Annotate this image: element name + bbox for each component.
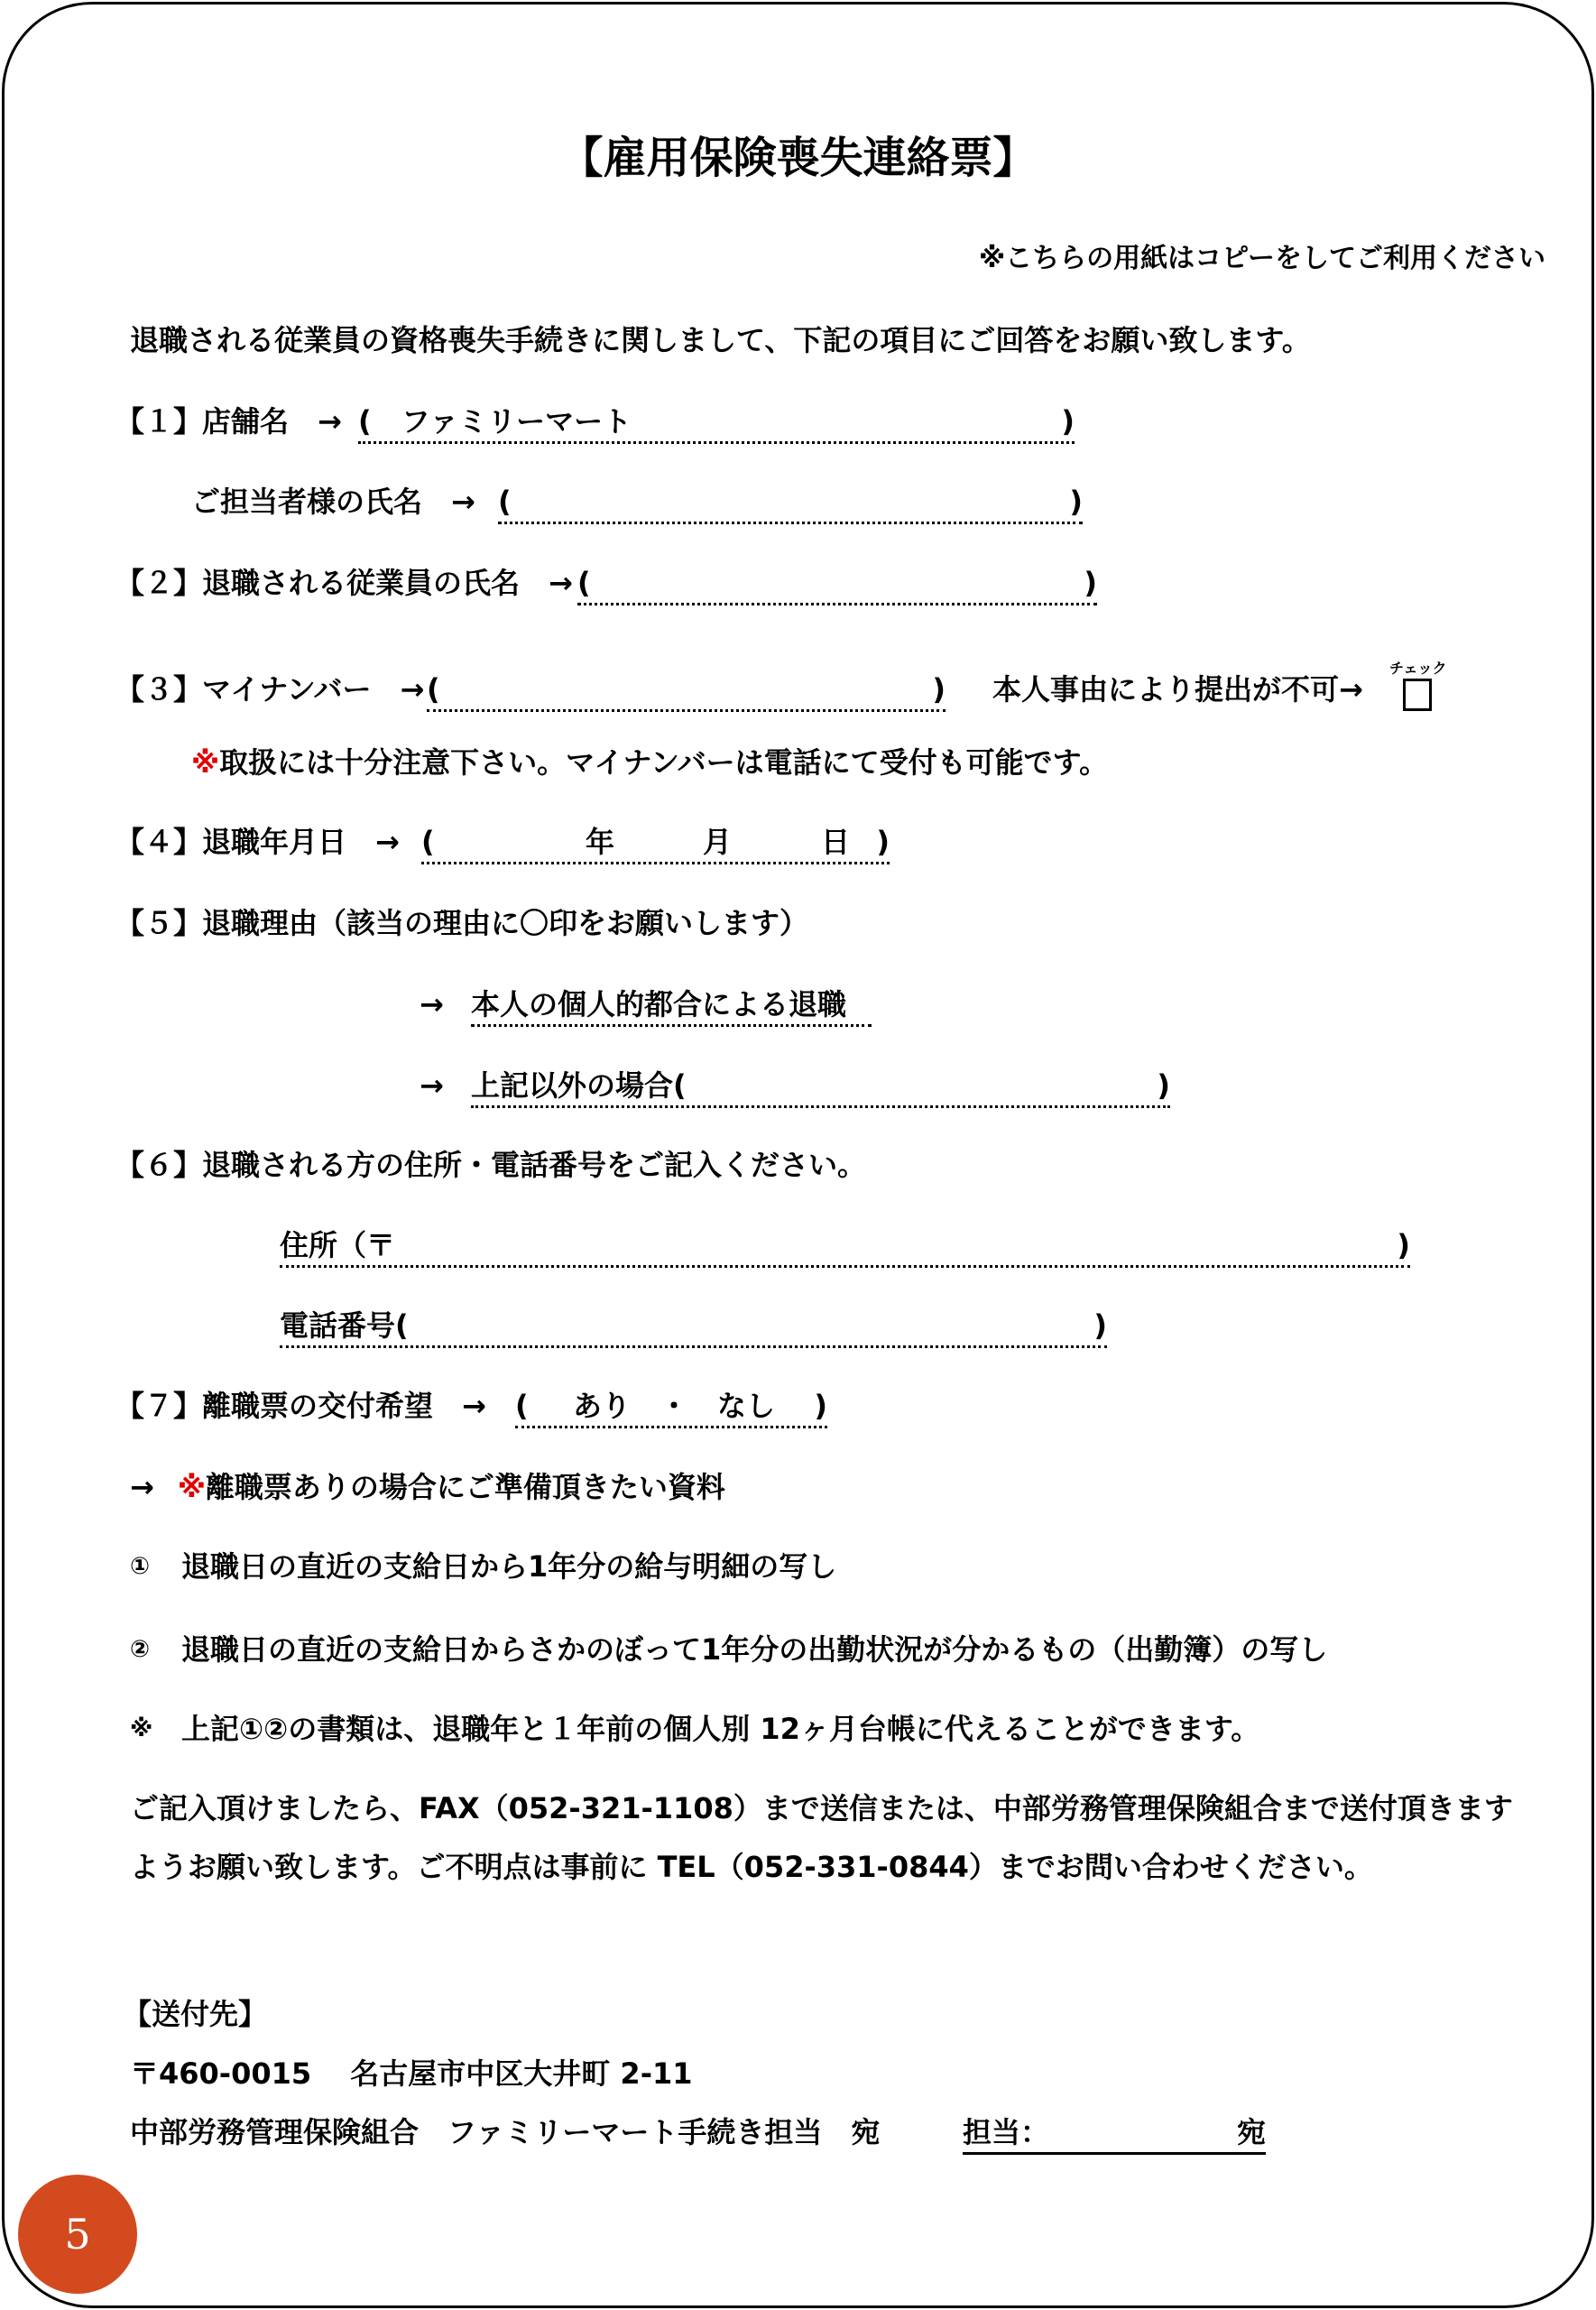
send-address: 〒460-0015 名古屋市中区大井町 2-11 — [130, 2056, 693, 2091]
my-number-field[interactable] — [427, 668, 946, 712]
page-number-badge: 5 — [18, 2175, 137, 2294]
list-bullet: ① — [130, 1553, 151, 1580]
separation-notice-choice[interactable] — [515, 1384, 827, 1428]
option-yes[interactable]: あり — [573, 1389, 632, 1423]
paren-open: ( — [421, 825, 435, 859]
store-name-field[interactable] — [358, 400, 1075, 444]
option-no[interactable]: なし — [717, 1389, 776, 1423]
arrow: → — [420, 987, 444, 1021]
paren-close: ) — [1069, 485, 1083, 519]
address-field[interactable] — [280, 1224, 1410, 1268]
list-item: 退職日の直近の支給日から1年分の給与明細の写し — [181, 1549, 837, 1584]
q7-label: 【７】離職票の交付希望 → — [115, 1389, 486, 1423]
paren-close: ) — [1084, 566, 1097, 600]
q5-label: 【５】退職理由（該当の理由に〇印をお願いします） — [115, 906, 809, 940]
paren-open: ( — [427, 672, 440, 707]
list-bullet: ② — [130, 1636, 151, 1663]
month-unit: 月 — [703, 825, 733, 859]
paren-close: ) — [1061, 404, 1075, 439]
my-number-note — [191, 741, 1108, 784]
reason-other-field[interactable] — [471, 1064, 1170, 1108]
contact-name-field[interactable] — [498, 480, 1083, 524]
arrow: → — [130, 1470, 154, 1504]
staff-label: 担当： — [963, 2115, 1050, 2149]
q4-label: 【４】退職年月日 → — [115, 825, 400, 859]
staff-suffix: 宛 — [1236, 2115, 1266, 2149]
paren-open: ( — [577, 566, 591, 600]
list-item: 退職日の直近の支給日からさかのぼって1年分の出勤状況が分かるもの（出勤簿）の写し — [181, 1632, 1328, 1667]
list-bullet: ※ — [130, 1715, 153, 1742]
q6-label: 【６】退職される方の住所・電話番号をご記入ください。 — [115, 1148, 867, 1182]
paren-close: ) — [876, 825, 890, 859]
q3-label: 【３】マイナンバー → — [115, 672, 425, 707]
phone-field[interactable] — [280, 1304, 1107, 1348]
reason-personal-option[interactable]: 本人の個人的都合による退職 — [471, 983, 872, 1027]
note-mark: ※ — [177, 1470, 206, 1504]
docs-heading — [130, 1465, 725, 1509]
paren-close: ) — [814, 1389, 827, 1423]
send-heading: 【送付先】 — [123, 1997, 268, 2031]
paren-close: ) — [1157, 1068, 1170, 1103]
closing-line-1: ご記入頂けましたら、FAX（052-321-1108）まで送信または、中部労務管理保険組合まで送付頂きます — [130, 1791, 1513, 1825]
contact-name-label: ご担当者様の氏名 → — [191, 485, 475, 519]
year-unit: 年 — [586, 825, 615, 859]
intro-text: 退職される従業員の資格喪失手続きに関しまして、下記の項目にご回答をお願い致します。 — [130, 323, 1311, 357]
unable-checkbox[interactable] — [1403, 679, 1432, 711]
q1-label: 【１】店舗名 → — [115, 404, 342, 439]
paren-close: ) — [932, 672, 946, 707]
note-text: 取扱には十分注意下さい。マイナンバーは電話にて受付も可能です。 — [219, 745, 1109, 780]
option-separator: ・ — [660, 1389, 689, 1423]
retirement-date-field[interactable] — [421, 820, 890, 864]
reason-other-label: 上記以外の場合( — [471, 1068, 687, 1103]
page-title: 【雇用保険喪失連絡票】 — [559, 133, 1037, 183]
store-name-value: ファミリーマート — [401, 404, 632, 439]
day-unit: 日 — [821, 825, 851, 859]
paren-close: ) — [1397, 1228, 1410, 1262]
send-recipient: 中部労務管理保険組合 ファミリーマート手続き担当 宛 — [130, 2115, 881, 2149]
note-mark: ※ — [191, 745, 220, 780]
list-item: 上記①②の書類は、退職年と１年前の個人別 12ヶ月台帳に代えることができます。 — [181, 1712, 1260, 1746]
paren-open: ( — [498, 485, 512, 519]
arrow: → — [420, 1068, 444, 1103]
check-label: チェック — [1389, 660, 1447, 677]
copy-note: ※こちらの用紙はコピーをしてご利用ください — [979, 243, 1545, 274]
staff-field[interactable] — [963, 2111, 1266, 2155]
paren-open: ( — [358, 404, 372, 439]
docs-heading-text: 離職票ありの場合にご準備頂きたい資料 — [205, 1470, 725, 1504]
phone-label: 電話番号( — [280, 1308, 409, 1343]
q2-label: 【２】退職される従業員の氏名 → — [115, 566, 573, 600]
paren-close: ) — [1093, 1308, 1107, 1343]
employee-name-field[interactable] — [577, 561, 1097, 605]
closing-line-2: ようお願い致します。ご不明点は事前に TEL（052-331-0844）までお問い合わせください。 — [130, 1850, 1373, 1884]
paren-open: ( — [515, 1389, 529, 1423]
address-label: 住所（〒 — [280, 1228, 396, 1262]
unable-to-submit-label: 本人事由により提出が不可→ — [992, 672, 1363, 707]
